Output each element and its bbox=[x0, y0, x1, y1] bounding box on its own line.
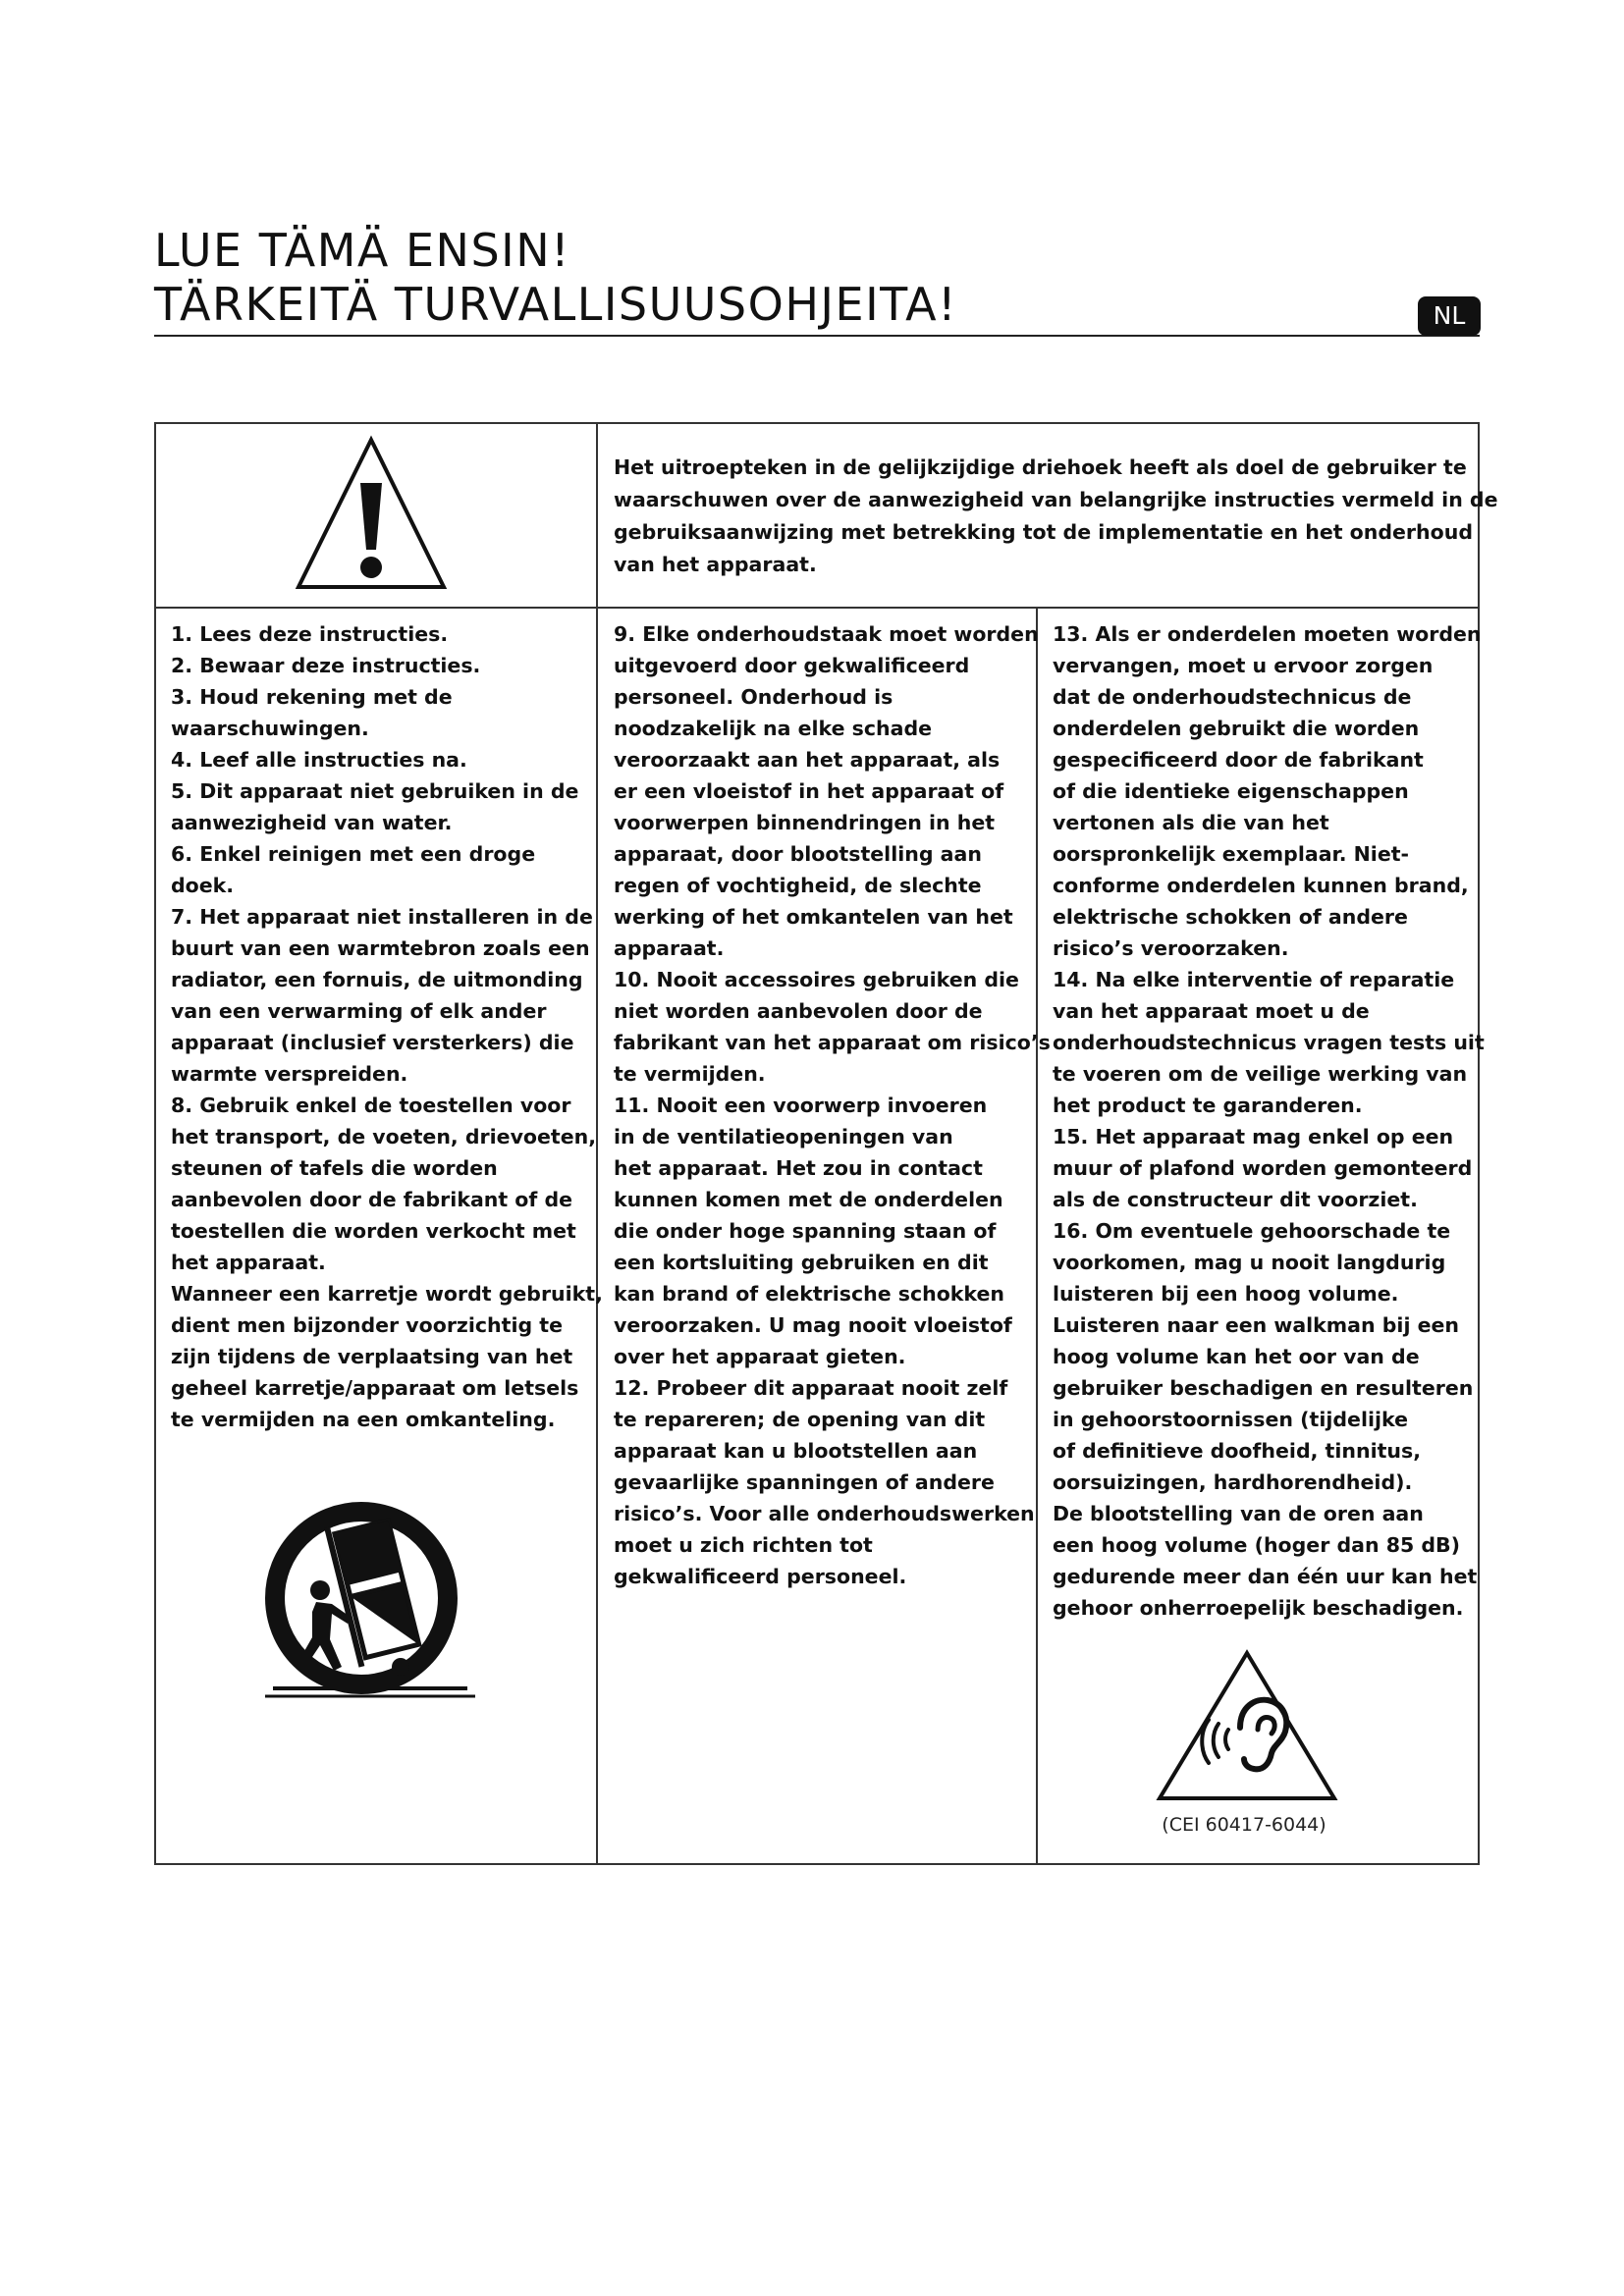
text-line: apparaat kan u blootstellen aan bbox=[614, 1439, 978, 1463]
warning-triangle-icon bbox=[293, 434, 450, 593]
text-line: of die identieke eigenschappen bbox=[1053, 779, 1409, 803]
text-line: muur of plafond worden gemonteerd bbox=[1053, 1156, 1473, 1180]
text-line: er een vloeistof in het apparaat of bbox=[614, 779, 1004, 803]
text-line: Luisteren naar een walkman bij een bbox=[1053, 1313, 1460, 1337]
intro-line: gebruiksaanwijzing met betrekking tot de implementatie en het onderhoud bbox=[614, 520, 1473, 544]
text-line: dat de onderhoudstechnicus de bbox=[1053, 685, 1412, 709]
text-line: gebruiker beschadigen en resulteren bbox=[1053, 1376, 1474, 1400]
text-line: radiator, een fornuis, de uitmonding bbox=[171, 968, 583, 991]
text-line: apparaat. bbox=[614, 936, 725, 960]
text-line: 8. Gebruik enkel de toestellen voor bbox=[171, 1094, 571, 1117]
text-line: 15. Het apparaat mag enkel op een bbox=[1053, 1125, 1454, 1148]
text-line: 3. Houd rekening met de bbox=[171, 685, 453, 709]
instructions-column-2 bbox=[614, 618, 1051, 1592]
text-line: hoog volume kan het oor van de bbox=[1053, 1345, 1420, 1368]
text-line: voorwerpen binnendringen in het bbox=[614, 811, 996, 834]
instructions-column-3 bbox=[1053, 618, 1485, 1624]
text-line: aanwezigheid van water. bbox=[171, 811, 453, 834]
text-line: gedurende meer dan één uur kan het bbox=[1053, 1565, 1478, 1588]
text-line: veroorzaken. U mag nooit vloeistof bbox=[614, 1313, 1012, 1337]
text-line: De blootstelling van de oren aan bbox=[1053, 1502, 1424, 1525]
text-line: luisteren bij een hoog volume. bbox=[1053, 1282, 1399, 1306]
text-line: gehoor onherroepelijk beschadigen. bbox=[1053, 1596, 1464, 1620]
text-line: werking of het omkantelen van het bbox=[614, 905, 1013, 929]
hearing-reference: (CEI 60417-6044) bbox=[1162, 1814, 1326, 1836]
text-line: het apparaat. bbox=[171, 1251, 326, 1274]
intro-line: waarschuwen over de aanwezigheid van belangrijke instructies vermeld in de bbox=[614, 488, 1498, 511]
text-line: niet worden aanbevolen door de bbox=[614, 999, 983, 1023]
text-line: vervangen, moet u ervoor zorgen bbox=[1053, 654, 1434, 677]
title-underline bbox=[154, 335, 1480, 337]
text-line: doek. bbox=[171, 874, 235, 897]
text-line: een hoog volume (hoger dan 85 dB) bbox=[1053, 1533, 1461, 1557]
text-line: of definitieve doofheid, tinnitus, bbox=[1053, 1439, 1421, 1463]
text-line: steunen of tafels die worden bbox=[171, 1156, 498, 1180]
text-line: apparaat (inclusief versterkers) die bbox=[171, 1031, 574, 1054]
text-line: 16. Om eventuele gehoorschade te bbox=[1053, 1219, 1451, 1243]
text-line: te vermijden. bbox=[614, 1062, 766, 1086]
text-line: toestellen die worden verkocht met bbox=[171, 1219, 576, 1243]
text-line: vertonen als die van het bbox=[1053, 811, 1329, 834]
no-cart-tipping-icon bbox=[244, 1502, 479, 1708]
text-line: apparaat, door blootstelling aan bbox=[614, 842, 982, 866]
text-line: conforme onderdelen kunnen brand, bbox=[1053, 874, 1469, 897]
text-line: te repareren; de opening van dit bbox=[614, 1408, 986, 1431]
text-line: kunnen komen met de onderdelen bbox=[614, 1188, 1003, 1211]
intro-text bbox=[614, 452, 1498, 581]
text-line: 4. Leef alle instructies na. bbox=[171, 748, 467, 772]
instructions-column-1 bbox=[171, 618, 603, 1435]
text-line: kan brand of elektrische schokken bbox=[614, 1282, 1004, 1306]
text-line: oorspronkelijk exemplaar. Niet- bbox=[1053, 842, 1410, 866]
page-title bbox=[154, 224, 1470, 332]
text-line: fabrikant van het apparaat om risico’s bbox=[614, 1031, 1051, 1054]
text-line: gespecificeerd door de fabrikant bbox=[1053, 748, 1424, 772]
text-line: waarschuwingen. bbox=[171, 717, 369, 740]
text-line: onderdelen gebruikt die worden bbox=[1053, 717, 1420, 740]
text-line: dient men bijzonder voorzichtig te bbox=[171, 1313, 563, 1337]
text-line: het product te garanderen. bbox=[1053, 1094, 1363, 1117]
text-line: te vermijden na een omkanteling. bbox=[171, 1408, 556, 1431]
text-line: 6. Enkel reinigen met een droge bbox=[171, 842, 536, 866]
text-line: van het apparaat moet u de bbox=[1053, 999, 1370, 1023]
intro-line: Het uitroepteken in de gelijkzijdige driehoek heeft als doel de gebruiker te bbox=[614, 455, 1467, 479]
text-line: geheel karretje/apparaat om letsels bbox=[171, 1376, 579, 1400]
text-line: in gehoorstoornissen (tijdelijke bbox=[1053, 1408, 1409, 1431]
text-line: oorsuizingen, hardhorendheid). bbox=[1053, 1470, 1413, 1494]
text-line: onderhoudstechnicus vragen tests uit bbox=[1053, 1031, 1485, 1054]
text-line: buurt van een warmtebron zoals een bbox=[171, 936, 590, 960]
text-line: 10. Nooit accessoires gebruiken die bbox=[614, 968, 1019, 991]
text-line: personeel. Onderhoud is bbox=[614, 685, 893, 709]
text-line: 13. Als er onderdelen moeten worden bbox=[1053, 622, 1482, 646]
text-line: warmte verspreiden. bbox=[171, 1062, 408, 1086]
text-line: over het apparaat gieten. bbox=[614, 1345, 906, 1368]
text-line: risico’s. Voor alle onderhoudswerken bbox=[614, 1502, 1035, 1525]
text-line: gevaarlijke spanningen of andere bbox=[614, 1470, 995, 1494]
title-line-1: LUE TÄMÄ ENSIN! bbox=[154, 224, 571, 277]
text-line: Wanneer een karretje wordt gebruikt, bbox=[171, 1282, 603, 1306]
text-line: 9. Elke onderhoudstaak moet worden bbox=[614, 622, 1039, 646]
text-line: voorkomen, mag u nooit langdurig bbox=[1053, 1251, 1446, 1274]
text-line: het apparaat. Het zou in contact bbox=[614, 1156, 983, 1180]
text-line: die onder hoge spanning staan of bbox=[614, 1219, 997, 1243]
text-line: gekwalificeerd personeel. bbox=[614, 1565, 907, 1588]
text-line: veroorzaakt aan het apparaat, als bbox=[614, 748, 1001, 772]
text-line: 1. Lees deze instructies. bbox=[171, 622, 449, 646]
language-badge: NL bbox=[1418, 296, 1481, 336]
text-line: 14. Na elke interventie of reparatie bbox=[1053, 968, 1455, 991]
text-line: het transport, de voeten, drievoeten, bbox=[171, 1125, 597, 1148]
text-line: 2. Bewaar deze instructies. bbox=[171, 654, 481, 677]
text-line: moet u zich richten tot bbox=[614, 1533, 873, 1557]
text-line: 5. Dit apparaat niet gebruiken in de bbox=[171, 779, 579, 803]
text-line: 7. Het apparaat niet installeren in de bbox=[171, 905, 593, 929]
text-line: noodzakelijk na elke schade bbox=[614, 717, 933, 740]
intro-line: van het apparaat. bbox=[614, 553, 817, 576]
text-line: elektrische schokken of andere bbox=[1053, 905, 1408, 929]
title-line-2: TÄRKEITÄ TURVALLISUUSOHJEITA! bbox=[154, 278, 958, 331]
text-line: in de ventilatieopeningen van bbox=[614, 1125, 953, 1148]
table-divider-header bbox=[154, 607, 1480, 609]
text-line: 11. Nooit een voorwerp invoeren bbox=[614, 1094, 988, 1117]
hearing-warning-icon bbox=[1154, 1649, 1340, 1806]
text-line: uitgevoerd door gekwalificeerd bbox=[614, 654, 970, 677]
text-line: regen of vochtigheid, de slechte bbox=[614, 874, 982, 897]
text-line: zijn tijdens de verplaatsing van het bbox=[171, 1345, 573, 1368]
text-line: risico’s veroorzaken. bbox=[1053, 936, 1289, 960]
text-line: van een verwarming of elk ander bbox=[171, 999, 547, 1023]
text-line: aanbevolen door de fabrikant of de bbox=[171, 1188, 573, 1211]
text-line: te voeren om de veilige werking van bbox=[1053, 1062, 1468, 1086]
text-line: als de constructeur dit voorziet. bbox=[1053, 1188, 1418, 1211]
text-line: een kortsluiting gebruiken en dit bbox=[614, 1251, 989, 1274]
text-line: 12. Probeer dit apparaat nooit zelf bbox=[614, 1376, 1008, 1400]
